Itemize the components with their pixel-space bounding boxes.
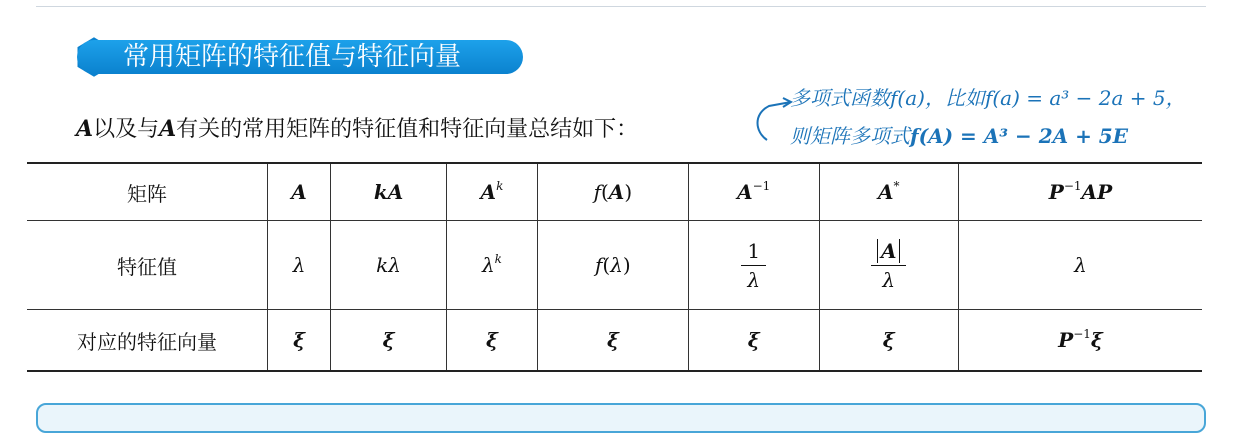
intro-text-b: 有关的常用矩阵的特征值和特征向量总结如下： bbox=[176, 117, 639, 142]
cell-vec-5: ξ bbox=[688, 310, 819, 372]
handwritten-arrow-icon bbox=[745, 92, 795, 142]
intro-subject: A bbox=[76, 116, 94, 142]
section-title bbox=[77, 40, 523, 74]
handwritten-note-line-1 bbox=[790, 82, 1186, 111]
eigen-summary-table bbox=[27, 162, 1202, 372]
cell-vec-similar: $P^{-1}\xi$ bbox=[958, 310, 1202, 372]
note-line1-end: ， bbox=[1165, 86, 1186, 110]
intro-sentence bbox=[76, 112, 638, 143]
cell-eig-lambda: λ bbox=[268, 221, 331, 310]
cell-matrix-A-power-k: $A^k$ bbox=[447, 163, 538, 221]
cell-matrix-A-inverse: $A^{-1}$ bbox=[688, 163, 819, 221]
table-row-eigenvector bbox=[27, 310, 1202, 372]
section-title-text: 常用矩阵的特征值与特征向量 bbox=[123, 42, 462, 72]
row-label-eigenvalue: 特征值 bbox=[27, 221, 268, 310]
intro-subject-2: A bbox=[159, 116, 177, 142]
cell-eig-f-lambda: f(λ) bbox=[537, 221, 688, 310]
cell-matrix-kA: kA bbox=[331, 163, 447, 221]
cell-eig-lambda-power-k: $\lambda^k$ bbox=[447, 221, 538, 310]
handwritten-note-line-2 bbox=[790, 120, 1128, 149]
row-label-matrix: 矩阵 bbox=[127, 181, 167, 206]
row-label-eigenvector: 对应的特征向量 bbox=[27, 310, 268, 372]
cell-matrix-A: A bbox=[268, 163, 331, 221]
cell-matrix-fA: f(A) bbox=[537, 163, 688, 221]
cell-eig-det-over-lambda: $\frac{A}{\lambda}$ bbox=[819, 221, 958, 310]
note-line1-mid: ，比如 bbox=[924, 86, 985, 110]
intro-text-a: 以及与 bbox=[93, 117, 160, 142]
cell-eig-reciprocal: $\frac{1}{\lambda}$ bbox=[688, 221, 819, 310]
cell-eig-lambda-similar: λ bbox=[958, 221, 1202, 310]
cell-vec-4: ξ bbox=[537, 310, 688, 372]
note-line1-prefix: 多项式函数 bbox=[790, 86, 890, 110]
table-row-eigenvalue bbox=[27, 221, 1202, 310]
cell-matrix-A-adjugate: A* bbox=[819, 163, 958, 221]
cell-eig-k-lambda: kλ bbox=[331, 221, 447, 310]
cell-vec-2: ξ bbox=[331, 310, 447, 372]
next-section-box bbox=[36, 403, 1206, 433]
note-line1-func: f(a) bbox=[890, 86, 925, 110]
note-line1-expr: f(a) = a³ − 2a + 5 bbox=[984, 86, 1166, 110]
cell-vec-1: ξ bbox=[268, 310, 331, 372]
table-row-matrix bbox=[27, 163, 1202, 221]
cell-vec-3: ξ bbox=[447, 310, 538, 372]
note-line2-expr: f(A) = A³ − 2A + 5E bbox=[910, 124, 1128, 148]
cell-vec-6: ξ bbox=[819, 310, 958, 372]
top-rule bbox=[36, 0, 1206, 7]
note-line2-prefix: 则矩阵多项式 bbox=[790, 124, 910, 148]
cell-matrix-similar: $P^{-1}AP$ bbox=[958, 163, 1202, 221]
